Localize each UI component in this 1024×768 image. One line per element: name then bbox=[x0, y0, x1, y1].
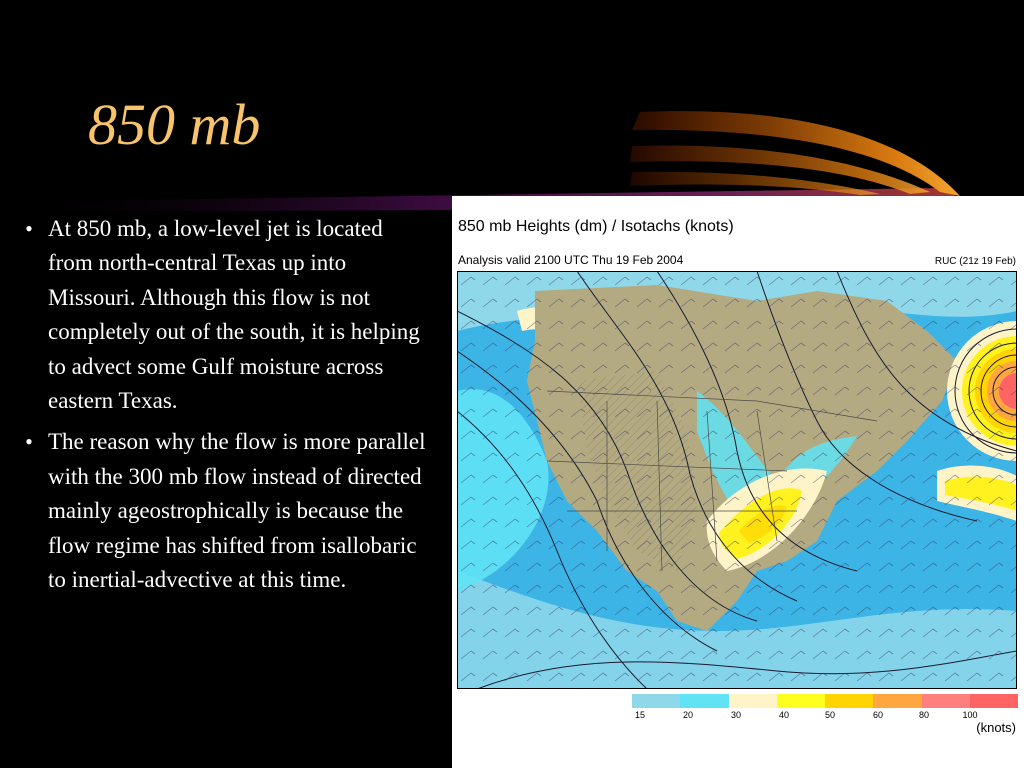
legend-label: 20 bbox=[682, 710, 693, 720]
legend-swatch bbox=[970, 694, 1018, 708]
legend-swatch bbox=[873, 694, 921, 708]
isotach-legend bbox=[632, 694, 1018, 708]
legend-label: 80 bbox=[918, 710, 929, 720]
legend-swatch bbox=[632, 694, 680, 708]
legend-label: 50 bbox=[824, 710, 835, 720]
map-title: 850 mb Heights (dm) / Isotachs (knots) bbox=[458, 218, 734, 235]
bullet-item bbox=[10, 212, 428, 418]
map-model-label: RUC (21z 19 Feb) bbox=[934, 256, 1016, 267]
legend-swatch bbox=[825, 694, 873, 708]
bullet-dot-icon: • bbox=[25, 216, 33, 241]
bullet-text: The reason why the flow is more parallel with the 300 mb flow instead of directed mainly ageostrophically is because the flow regime has shifted from isallobaric to inertial-advective at this time. bbox=[48, 429, 426, 593]
legend-label: 30 bbox=[730, 710, 741, 720]
bullet-list bbox=[10, 212, 428, 604]
bullet-item bbox=[10, 425, 428, 597]
legend-label: 15 bbox=[634, 710, 645, 720]
map-valid-time: Analysis valid 2100 UTC Thu 19 Feb 2004 bbox=[458, 253, 684, 267]
legend-label: 100 bbox=[962, 710, 978, 720]
legend-label: 40 bbox=[778, 710, 789, 720]
legend-units: (knots) bbox=[976, 720, 1016, 735]
bullet-text: At 850 mb, a low-level jet is located from north-central Texas up into Missouri. Although this flow is not completely out of the south, it is helping to advect some Gulf moisture across eastern Texas. bbox=[48, 216, 420, 414]
legend-swatch bbox=[729, 694, 777, 708]
wind-barbs bbox=[457, 271, 1017, 689]
legend-label: 60 bbox=[872, 710, 883, 720]
isotach-map bbox=[457, 271, 1017, 689]
bullet-dot-icon: • bbox=[25, 429, 33, 455]
slide-title: 850 mb bbox=[88, 92, 261, 157]
legend-swatch bbox=[777, 694, 825, 708]
legend-swatch bbox=[680, 694, 728, 708]
weather-map-figure bbox=[452, 196, 1024, 768]
legend-swatch bbox=[922, 694, 970, 708]
legend-labels bbox=[622, 710, 1018, 722]
